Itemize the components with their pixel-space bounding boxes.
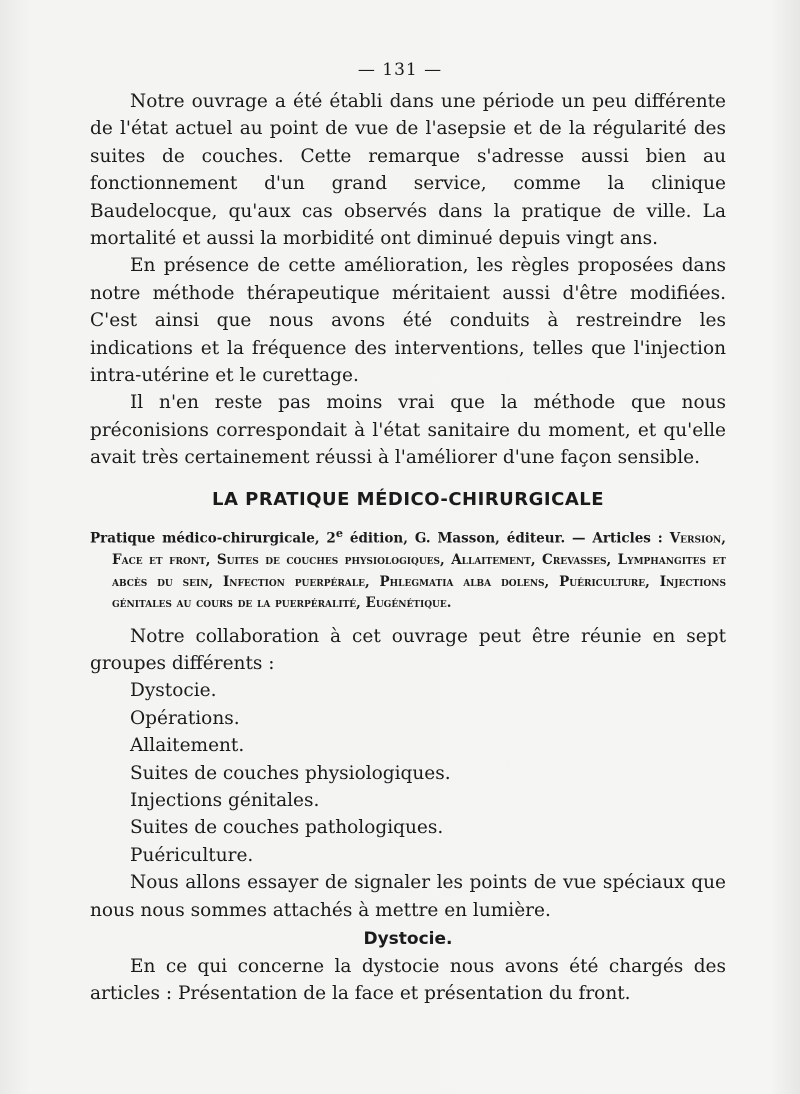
group-item-allaitement: Allaitement.: [130, 735, 245, 757]
group-item-dystocie: Dystocie.: [130, 680, 217, 702]
bibliographic-reference: [90, 523, 726, 615]
group-item-suites-physiologiques: Suites de couches physiologiques.: [130, 762, 451, 784]
page-body: [90, 88, 726, 1008]
groups-list: [90, 677, 726, 869]
group-item-suites-pathologiques: Suites de couches pathologiques.: [130, 817, 444, 839]
group-item-puericulture: Puériculture.: [130, 844, 254, 866]
intro-paragraph-2: En présence de cette amélioration, les règles proposées dans notre méthode thérapeutique méritaient aussi d'être modifiées. C'est ainsi que nous avons été conduits à restreindre les indications et la fréquence des interventions, telles que l'injection intra-utérine et le curettage.: [90, 255, 726, 387]
reference-edition-sup: e: [335, 526, 343, 541]
intro-paragraph-1: Notre ouvrage a été établi dans une période un peu différente de l'état actuel au point de vue de l'asepsie et de la régularité des suites de couches. Cette remarque s'adresse aussi bien au fonctionnement d'un grand service, comme la clinique Baudelocque, qu'aux cas observés dans la pratique de ville. La mortalité et aussi la morbidité ont diminué depuis vingt ans.: [90, 91, 726, 250]
section-title: LA PRATIQUE MÉDICO-CHIRURGICALE: [211, 488, 605, 510]
intro-paragraph-3: Il n'en reste pas moins vrai que la méthode que nous préconisions correspondait à l'état sanitaire du moment, et qu'elle avait très certainement réussi à l'améliorer d'une façon sensible.: [90, 392, 726, 469]
reference-rest: édition, G. Masson, éditeur. — Articles :: [343, 530, 670, 547]
final-paragraph: En ce qui concerne la dystocie nous avons été chargés des articles : Présentation de la face et présentation du front.: [90, 956, 726, 1005]
group-item-operations: Opérations.: [130, 707, 240, 729]
collaboration-intro: Notre collaboration à cet ouvrage peut être réunie en sept groupes différents :: [90, 625, 726, 674]
group-item-injections: Injections génitales.: [130, 790, 320, 812]
reference-lead: Pratique médico-chirurgicale, 2: [90, 530, 336, 547]
reference-articles: Version, Face et front, Suites de couches physiologiques, Allaitement, Crevasses, Lymphangites et abcès du sein, Infection puerpérale, Phlegmatia alba dolens, Puériculture, Injections génitales au cours de la puerpéralité, Eugénétique.: [112, 530, 726, 612]
page-number: — 131 —: [357, 60, 443, 80]
closing-paragraph: Nous allons essayer de signaler les points de vue spéciaux que nous nous sommes attachés à mettre en lumière.: [90, 872, 726, 921]
subheading-dystocie: Dystocie.: [363, 929, 453, 950]
